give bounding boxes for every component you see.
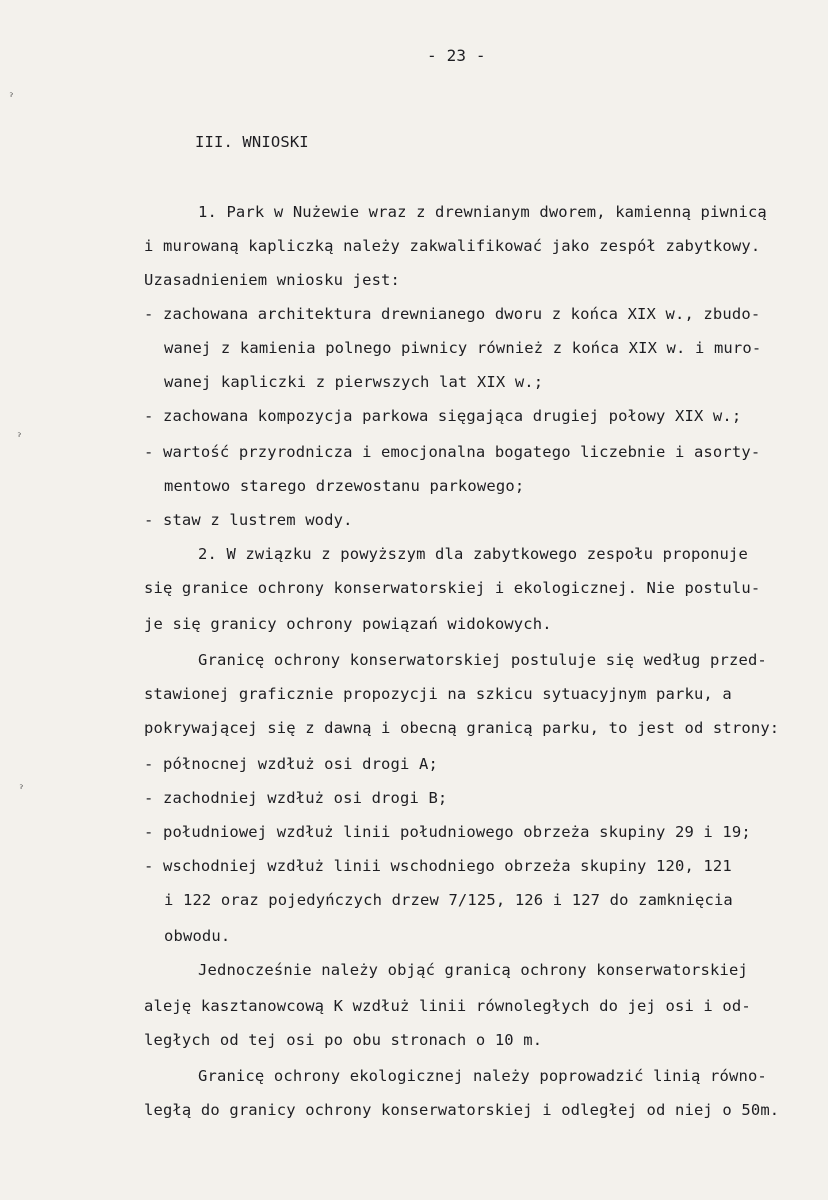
text-line: - zachodniej wzdłuż osi drogi B; [144,789,448,807]
margin-mark: ˀ [8,92,15,105]
text-line: obwodu. [164,927,231,945]
margin-mark: ˀ [18,784,25,797]
text-line: - wschodniej wzdłuż linii wschodniego obrzeża skupiny 120, 121 [144,857,732,875]
text-line: aleję kasztanowcową K wzdłuż linii równoległych do jej osi i od- [144,997,751,1015]
text-line: się granice ochrony konserwatorskiej i ekologicznej. Nie postulu- [144,579,761,597]
text-line: Jednocześnie należy objąć granicą ochrony konserwatorskiej [198,961,748,979]
text-line: wanej z kamienia polnego piwnicy również z końca XIX w. i muro- [164,339,762,357]
text-line: - staw z lustrem wody. [144,511,353,529]
margin-mark: ˀ [16,432,23,445]
text-line: - południowej wzdłuż linii południowego obrzeża skupiny 29 i 19; [144,823,751,841]
text-line: Granicę ochrony ekologicznej należy poprowadzić linią równo- [198,1067,767,1085]
section-heading: III. WNIOSKI [195,133,309,151]
text-line: i 122 oraz pojedyńczych drzew 7/125, 126 i 127 do zamknięcia [164,891,733,909]
text-line: - północnej wzdłuż osi drogi A; [144,755,438,773]
text-line: ległych od tej osi po obu stronach o 10 m. [144,1031,543,1049]
page-number: - 23 - [427,46,486,65]
text-line: mentowo starego drzewostanu parkowego; [164,477,525,495]
text-line: 2. W związku z powyższym dla zabytkowego zespołu proponuje [198,545,748,563]
text-line: - zachowana architektura drewnianego dworu z końca XIX w., zbudo- [144,305,761,323]
text-line: je się granicy ochrony powiązań widokowych. [144,615,552,633]
text-line: pokrywającej się z dawną i obecną granicą parku, to jest od strony: [144,719,780,737]
text-line: wanej kapliczki z pierwszych lat XIX w.; [164,373,544,391]
text-line: - zachowana kompozycja parkowa sięgająca drugiej połowy XIX w.; [144,407,742,425]
text-line: Granicę ochrony konserwatorskiej postuluje się według przed- [198,651,767,669]
text-line: i murowaną kapliczką należy zakwalifikować jako zespół zabytkowy. [144,237,761,255]
text-line: - wartość przyrodnicza i emocjonalna bogatego liczebnie i asorty- [144,443,761,461]
text-line: Uzasadnieniem wniosku jest: [144,271,401,289]
text-line: ległą do granicy ochrony konserwatorskiej i odległej od niej o 50m. [144,1101,780,1119]
text-line: stawionej graficznie propozycji na szkicu sytuacyjnym parku, a [144,685,732,703]
text-line: 1. Park w Nużewie wraz z drewnianym dworem, kamienną piwnicą [198,203,767,221]
